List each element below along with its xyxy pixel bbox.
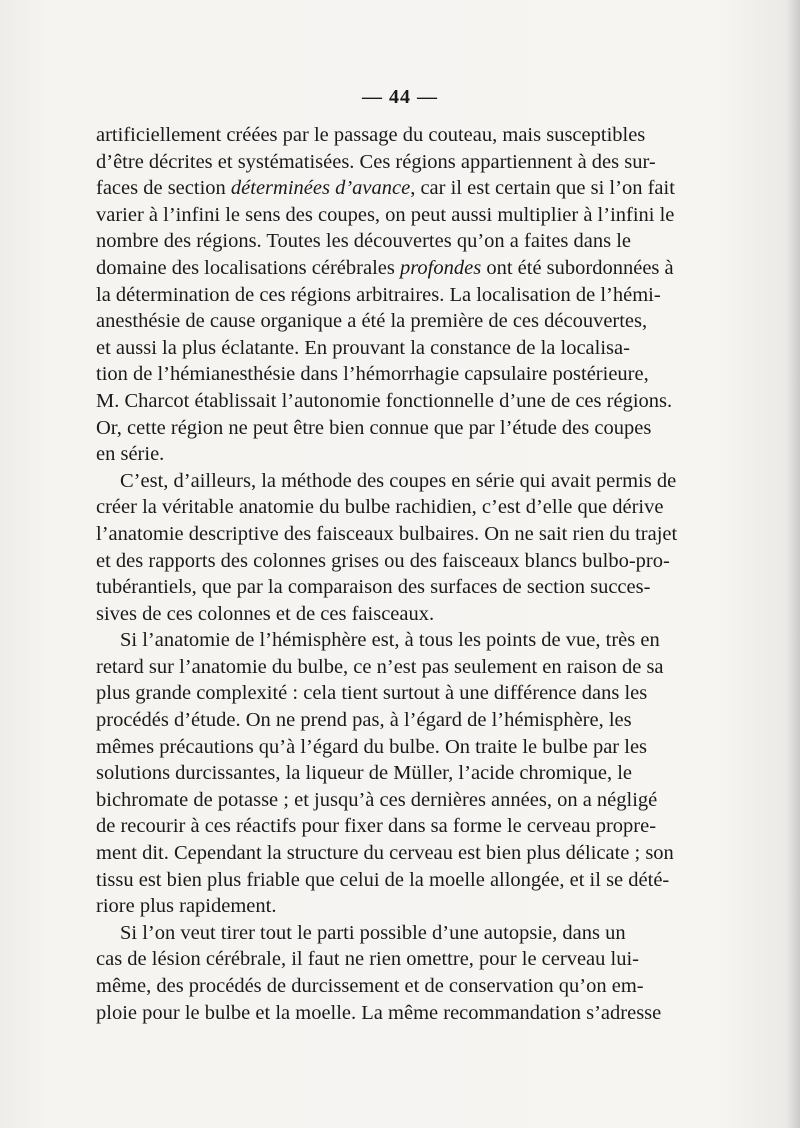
text-line: C’est, d’ailleurs, la méthode des coupes en série qui avait permis de (120, 469, 677, 492)
text-line: artificiellement créées par le passage du couteau, mais susceptibles (96, 124, 646, 146)
page-number: — 44 — (362, 86, 438, 108)
text-line: mêmes précautions qu’à l’égard du bulbe. On traite le bulbe par les (96, 735, 648, 758)
text-line: ploie pour le bulbe et la moelle. La même recommandation s’adresse (96, 1001, 662, 1024)
text-line: Or, cette région ne peut être bien connue que par l’étude des coupes (96, 416, 652, 439)
text-line: tubérantiels, que par la comparaison des surfaces de section succes- (96, 576, 651, 599)
text-line: sives de ces colonnes et de ces faisceaux. (96, 602, 435, 625)
text-line: l’anatomie descriptive des faisceaux bulbaires. On ne sait rien du trajet (96, 522, 678, 545)
text-line: et aussi la plus éclatante. En prouvant la constance de la localisa- (96, 336, 630, 359)
paragraph (96, 920, 700, 1026)
text-line: varier à l’infini le sens des coupes, on peut aussi multiplier à l’infini le (96, 203, 675, 226)
page-gutter-shadow (786, 0, 800, 1128)
text-line: ment dit. Cependant la structure du cerveau est bien plus délicate ; son (96, 842, 674, 865)
text-line: créer la véritable anatomie du bulbe rachidien, c’est d’elle que dérive (96, 496, 664, 519)
text-line: nombre des régions. Toutes les découvertes qu’on a faites dans le (96, 230, 632, 253)
text-line: anesthésie de cause organique a été la première de ces découvertes, (96, 310, 648, 333)
text-line: riore plus rapidement. (96, 895, 277, 918)
text-line: tion de l’hémianesthésie dans l’hémorrhagie capsulaire postérieure, (96, 363, 649, 386)
text-line: Si l’anatomie de l’hémisphère est, à tous les points de vue, très en (120, 629, 660, 652)
text-line: retard sur l’anatomie du bulbe, ce n’est pas seulement en raison de sa (96, 655, 664, 678)
text-line: M. Charcot établissait l’autonomie fonctionnelle d’une de ces régions. (96, 389, 673, 412)
text-line: Si l’on veut tirer tout le parti possible d’une autopsie, dans un (120, 921, 626, 944)
text-line: tissu est bien plus friable que celui de la moelle allongée, et il se dété- (96, 868, 670, 891)
text-line: de recourir à ces réactifs pour fixer dans sa forme le cerveau propre- (96, 815, 657, 838)
italic-text: profondes (399, 256, 482, 279)
paragraph (96, 122, 700, 468)
text-line: plus grande complexité : cela tient surtout à une différence dans les (96, 682, 648, 705)
text-line: bichromate de potasse ; et jusqu’à ces dernières années, on a négligé (96, 788, 658, 811)
text-line: cas de lésion cérébrale, il faut ne rien omettre, pour le cerveau lui- (96, 948, 639, 971)
text-line: même, des procédés de durcissement et de conservation qu’on em- (96, 975, 644, 997)
paragraph (96, 468, 700, 628)
paragraph (96, 627, 700, 920)
body-text (96, 122, 700, 1026)
text-line: domaine des localisations cérébrales profondes ont été subordonnées à (96, 256, 674, 279)
text-line: et des rapports des colonnes grises ou des faisceaux blancs bulbo-pro- (96, 549, 670, 572)
italic-text: déterminées d’avance (230, 177, 411, 200)
text-line: procédés d’étude. On ne prend pas, à l’égard de l’hémisphère, les (96, 709, 632, 732)
text-line: faces de section déterminées d’avance, car il est certain que si l’on fait (96, 177, 675, 200)
text-line: la détermination de ces régions arbitraires. La localisation de l’hémi- (96, 283, 661, 306)
text-line: solutions durcissantes, la liqueur de Müller, l’acide chromique, le (96, 762, 633, 785)
text-line: en série. (96, 443, 165, 466)
text-line: d’être décrites et systématisées. Ces régions appartiennent à des sur- (96, 150, 656, 173)
